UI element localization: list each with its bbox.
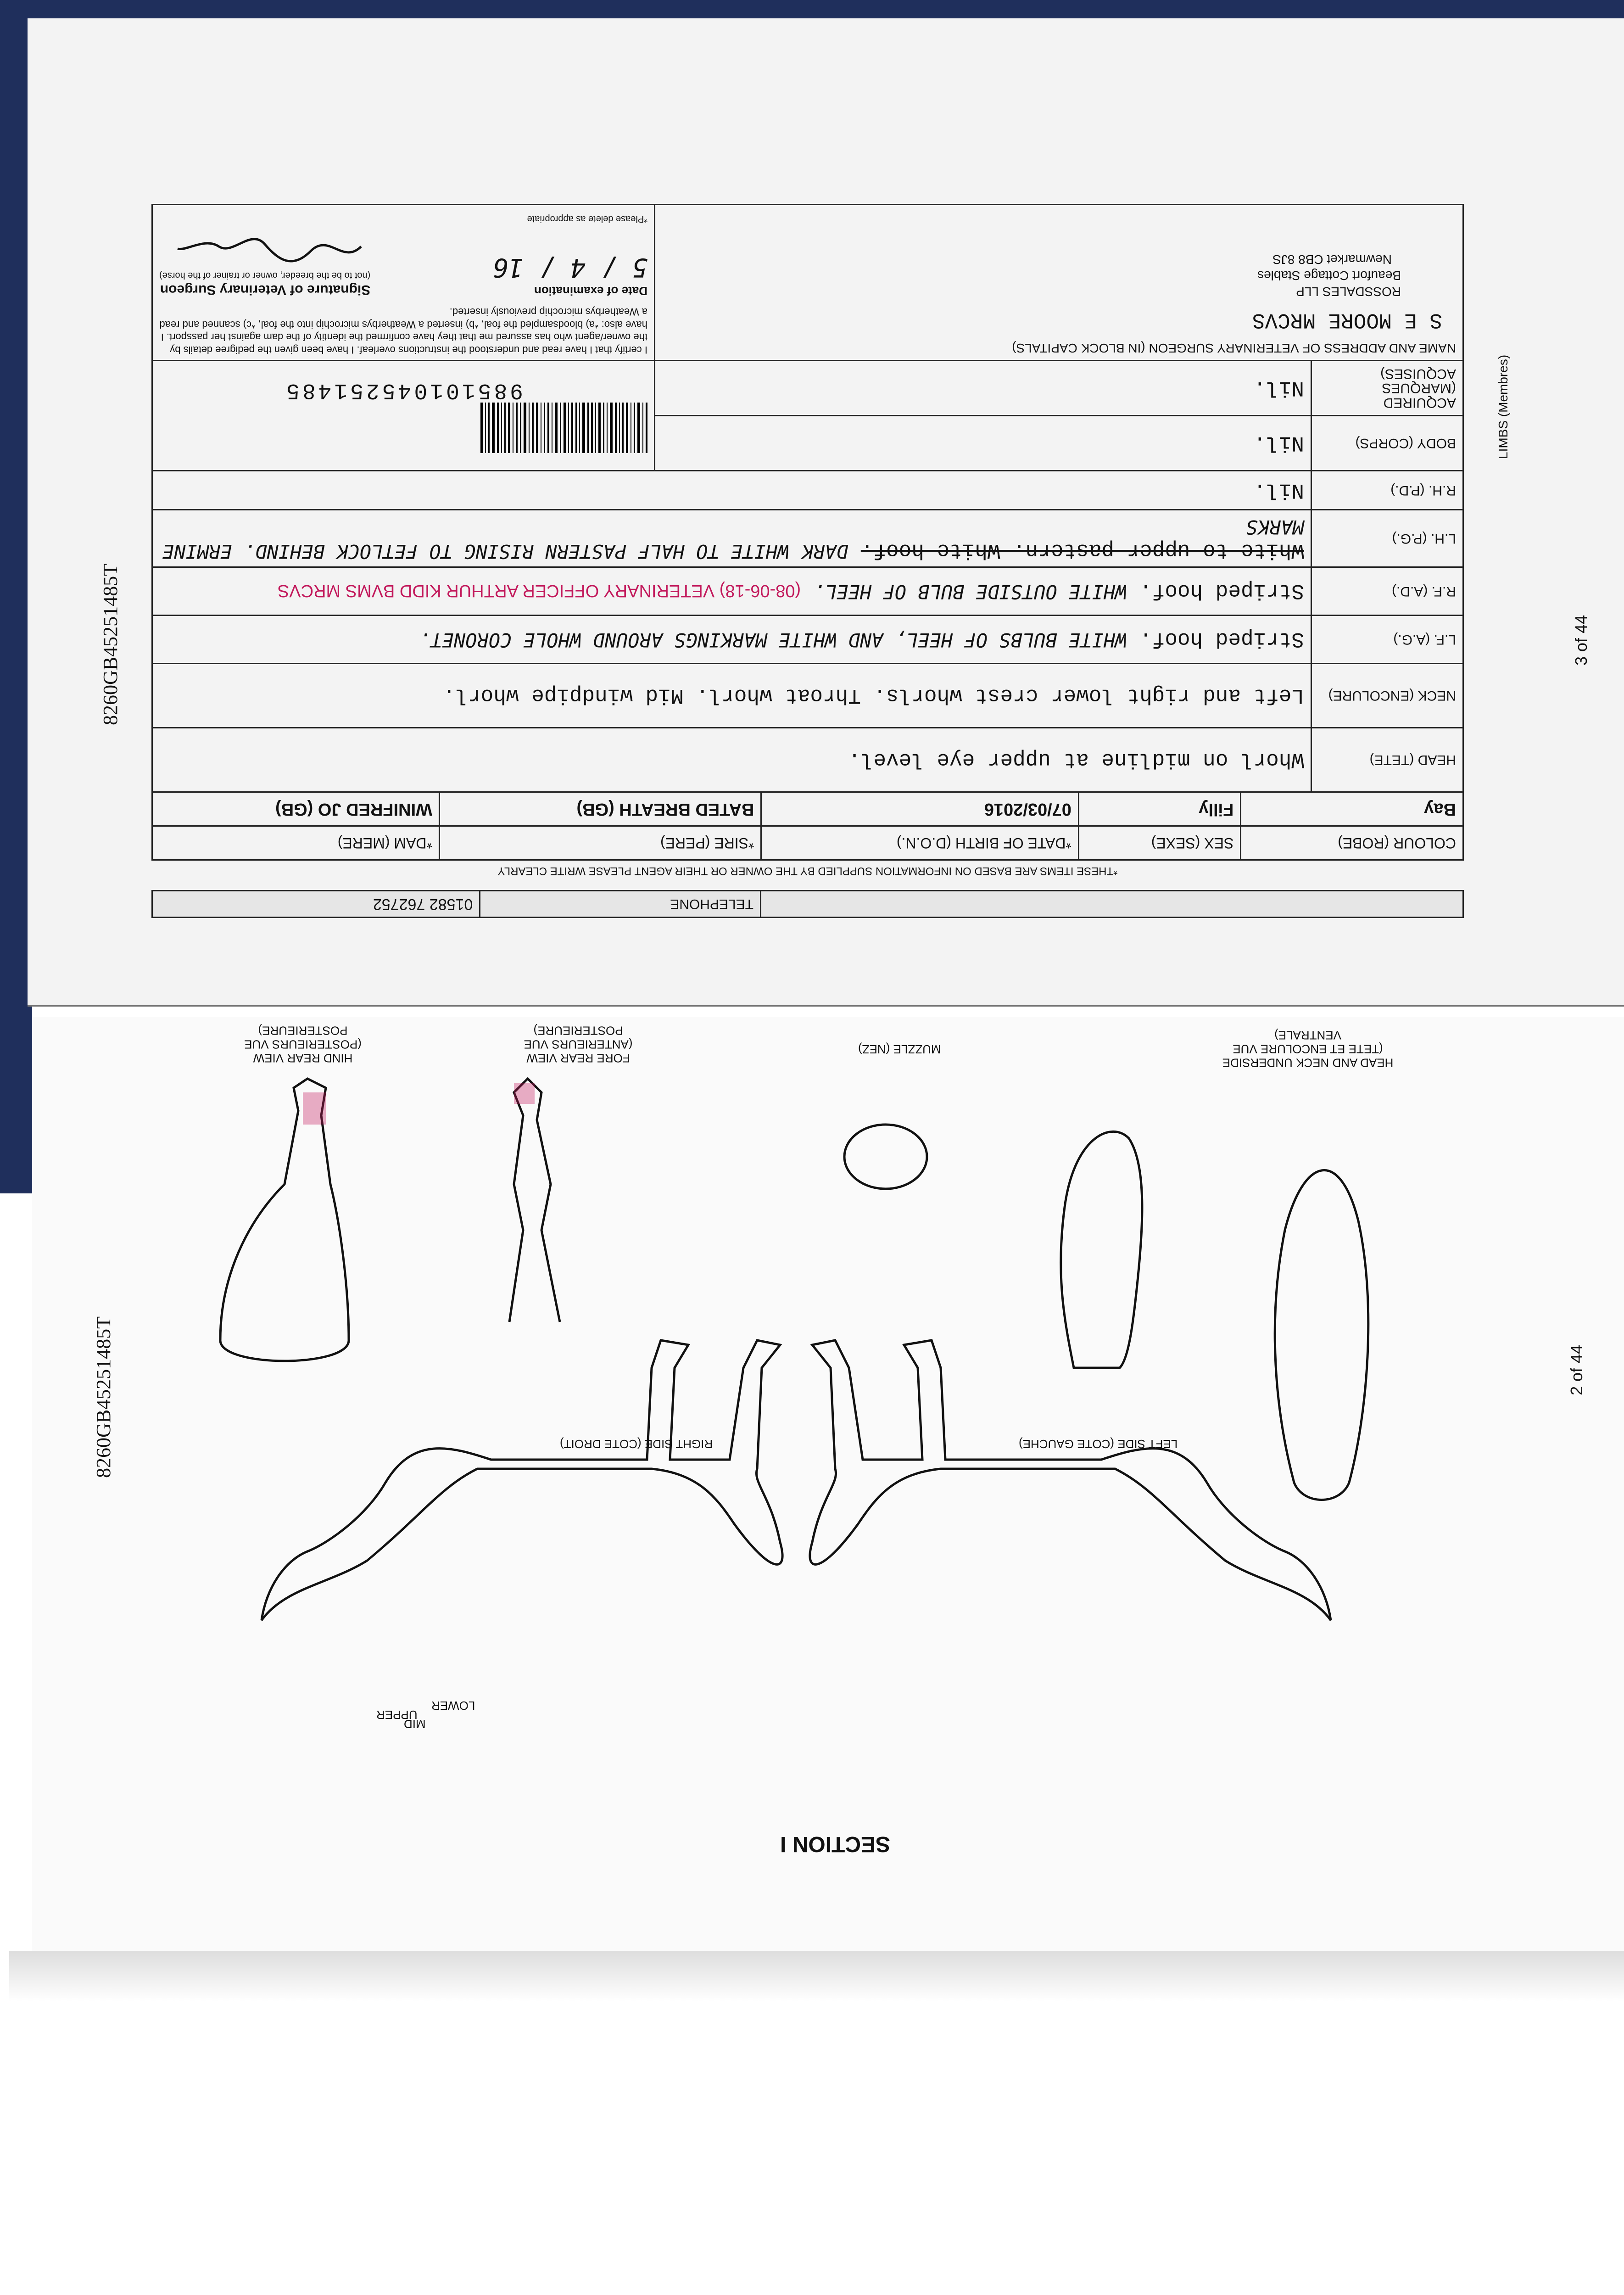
muzzle-diagram [844, 1125, 927, 1189]
barcode-number: 985101045251485 [283, 378, 524, 403]
dob-label: *DATE OF BIRTH (D.O.N.) [761, 826, 1078, 860]
barcode-bar [642, 403, 643, 453]
label-right-side: RIGHT SIDE (COTE DROIT) [560, 1437, 713, 1451]
body-label: BODY (CORPS) [1311, 416, 1463, 471]
barcode-bar [508, 403, 510, 453]
vet-details [655, 205, 1463, 361]
sire-label: *SIRE (PERE) [439, 826, 761, 860]
exam-date: 5 / 4 / 16 [492, 252, 647, 283]
head-marking: Whorl on midline at upper eye level. [152, 728, 1311, 792]
barcode-bar [520, 403, 521, 453]
barcode-bar [488, 403, 490, 453]
vet-address-1: Beaufort Cottage Stables [1257, 269, 1401, 283]
sire-value: BATED BREATH (GB) [439, 792, 761, 826]
label-muzzle: MUZZLE (NEZ) [858, 1042, 941, 1056]
head-neck-underside [1275, 1170, 1368, 1500]
barcode-bar [598, 403, 601, 453]
stamp-date: (08-06-18) [719, 581, 801, 601]
barcode-bar [532, 403, 534, 453]
rf-handwritten: WHITE OUTSIDE BULB OF HEEL. [813, 581, 1127, 604]
hind-rear-view [220, 1079, 349, 1361]
barcode-bar [615, 403, 617, 453]
barcode-bar [560, 403, 561, 453]
barcode [159, 403, 647, 453]
notice-text: *THESE ITEMS ARE BASED ON INFORMATION SUPPLIED BY THE OWNER OR THEIR AGENT PLEASE WRITE CLEARLY [497, 865, 1118, 877]
barcode-bar [524, 403, 526, 453]
rf-label: R.F. (A.D.) [1311, 567, 1463, 616]
certificate-text: I certify that I have read and understood the instructions overleaf. I have been given the pedigree details by the owner/agent who has assured me that they have confirmed the identity of the dam against her passport. I have also: *a) bloodsampled the foal, *b) inserted a Weatherbys microchip into the foal, *c) scanned and read a Weatherbys microchip previously inserted. [159, 306, 647, 356]
label-mid: MID [404, 1717, 426, 1731]
hind-marking-shade [303, 1092, 326, 1125]
right-side-horse [262, 1340, 782, 1620]
barcode-bar [610, 403, 613, 453]
barcode-bar [575, 403, 577, 453]
barcode-cell [152, 361, 655, 471]
barcode-bar [497, 403, 499, 453]
barcode-bar [568, 403, 569, 453]
passport-id-lower: 8260GB45251485T [92, 1316, 115, 1478]
barcode-bar [544, 403, 545, 453]
neck-marking: Left and right lower crest whorls. Throat whorl. Mid windpipe whorl. [152, 664, 1311, 728]
label-head-neck-underside: HEAD AND NECK UNDERSIDE (TETE ET ENCOLURE VUE VENTRALE) [1222, 1028, 1394, 1070]
barcode-bar [622, 403, 624, 453]
stamp-title: VETERINARY OFFICER [522, 581, 715, 601]
barcode-bar [485, 403, 486, 453]
delete-note: *Please delete as appropriate [527, 214, 647, 224]
telephone-number: 01582 762752 [152, 891, 480, 918]
certificate-cell [152, 205, 655, 361]
barcode-bar [564, 403, 566, 453]
signature-label: Signature of Veterinary Surgeon [160, 282, 371, 297]
date-label: Date of examination [534, 284, 647, 298]
barcode-bar [619, 403, 620, 453]
barcode-bar [603, 403, 604, 453]
lf-marking [152, 616, 1311, 664]
page-number-lower: 2 of 44 [1567, 1344, 1586, 1395]
acquired-label: ACQUIRED (MARQUES ACQUISES) [1311, 361, 1463, 416]
label-lower: LOWER [431, 1698, 475, 1713]
lh-label: L.H. (P.G.) [1311, 510, 1463, 567]
identification-form [151, 138, 1510, 918]
vet-name: S E MOORE MRCVS [1252, 308, 1442, 332]
dam-label: *DAM (MERE) [152, 826, 440, 860]
sex-label: SEX (SEXE) [1078, 826, 1240, 860]
stamp-name: ARTHUR KIDD BVMS MRCVS [277, 581, 519, 601]
signature-note: (not to be the breeder, owner or trainer of the horse) [159, 270, 371, 281]
rf-typed: Striped hoof. [1139, 579, 1304, 603]
barcode-bar [587, 403, 589, 453]
barcode-bar [501, 403, 502, 453]
barcode-bar [595, 403, 596, 453]
head-label: HEAD (TETE) [1311, 728, 1463, 792]
fore-rear-view [509, 1079, 560, 1322]
fore-marking-shade [514, 1083, 535, 1104]
telephone-label: TELEPHONE [480, 891, 761, 918]
barcode-bar [591, 403, 593, 453]
colour-label: COLOUR (ROBE) [1241, 826, 1463, 860]
barcode-bar [582, 403, 585, 453]
label-hind-rear: HIND REAR VIEW (POSTERIEURS VUE POSTERIEURE) [244, 1024, 362, 1065]
rh-label: R.H. (P.D.) [1311, 471, 1463, 510]
label-upper: UPPER [376, 1707, 418, 1722]
lf-handwritten: WHITE BULBS OF HEEL, AND WHITE MARKINGS AROUND WHOLE CORONET. [419, 629, 1127, 652]
vet-name-label: NAME AND ADDRESS OF VETERINARY SURGEON (IN BLOCK CAPITALS) [1012, 341, 1456, 355]
neck-label: NECK (ENCOLURE) [1311, 664, 1463, 728]
barcode-bar [529, 403, 530, 453]
section-title: SECTION I [780, 1832, 891, 1856]
colour-value: Bay [1241, 792, 1463, 826]
label-fore-rear: FORE REAR VIEW (ANTERIEURS VUE POSTERIEURE) [524, 1024, 633, 1065]
body-marking: Nil. [655, 416, 1311, 471]
scanner-edge-top [0, 0, 1624, 18]
head-top-view [1061, 1131, 1142, 1368]
barcode-bar [516, 403, 518, 453]
acquired-marking: Nil. [655, 361, 1311, 416]
barcode-bar [646, 403, 647, 453]
barcode-bar [555, 403, 558, 453]
dob-value: 07/03/2016 [761, 792, 1078, 826]
limbs-label: LIMBS (Membres) [1496, 354, 1510, 459]
sex-value: Filly [1078, 792, 1240, 826]
page-number-upper: 3 of 44 [1572, 615, 1591, 666]
vet-practice: ROSSDALES LLP [1296, 285, 1401, 299]
lh-typed: White to upper pastern. White hoof. [860, 538, 1304, 562]
barcode-bar [626, 403, 628, 453]
lh-handwritten-dark: DARK [802, 540, 848, 563]
barcode-bar [579, 403, 580, 453]
telephone-row [151, 890, 1464, 918]
rh-marking: Nil. [152, 471, 1311, 510]
lh-marking [152, 510, 1311, 567]
barcode-bar [571, 403, 573, 453]
rf-marking [152, 567, 1311, 616]
lf-label: L.F. (A.G.) [1311, 616, 1463, 664]
vet-stamp [278, 582, 801, 601]
barcode-bar [634, 403, 635, 453]
barcode-bar [504, 403, 506, 453]
barcode-bar [480, 403, 483, 453]
barcode-bar [607, 403, 608, 453]
page-shadow [9, 1951, 1624, 2001]
barcode-bar [492, 403, 495, 453]
passport-id-upper: 8260GB45251485T [99, 564, 122, 725]
lh-handwritten: WHITE TO HALF PASTERN RISING TO FETLOCK BEHIND. ERMINE MARKS [162, 516, 1304, 563]
dam-value: WINIFRED JO (GB) [152, 792, 440, 826]
barcode-bar [536, 403, 538, 453]
lf-typed: Striped hoof. [1139, 627, 1304, 651]
label-left-side: LEFT SIDE (COTE GAUCHE) [1019, 1437, 1178, 1451]
vet-address-2: Newmarket CB8 8JS [1272, 252, 1392, 267]
barcode-bar [547, 403, 549, 453]
vet-signature [168, 229, 370, 270]
left-side-horse [810, 1340, 1331, 1620]
barcode-bar [637, 403, 640, 453]
